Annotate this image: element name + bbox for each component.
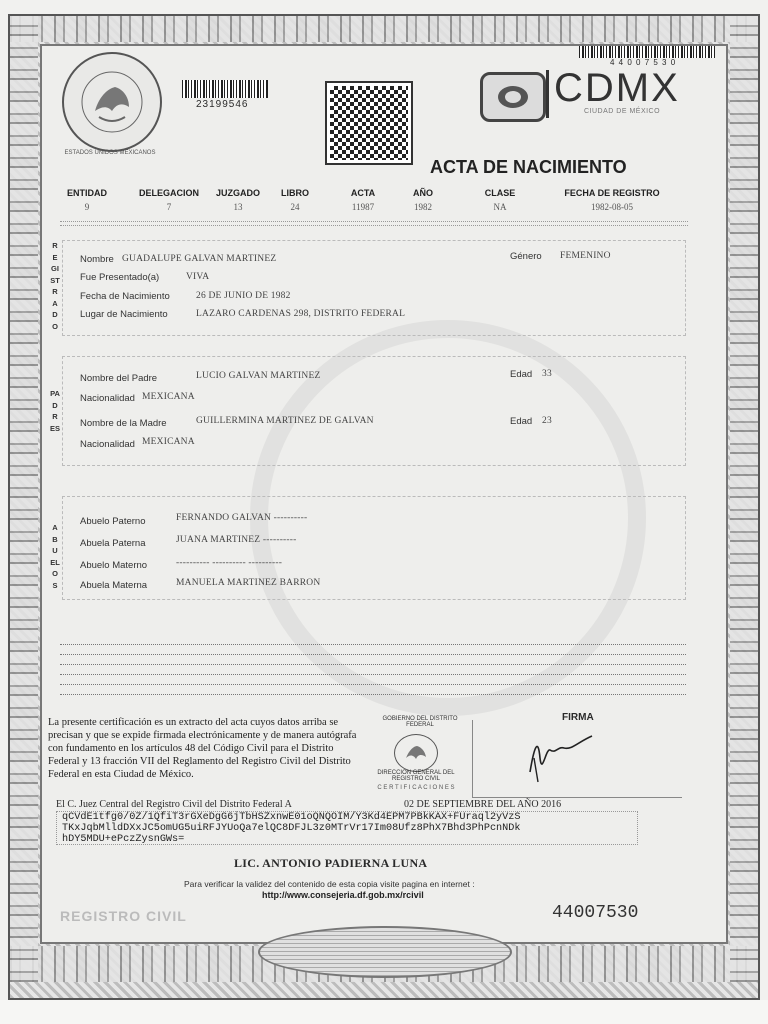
registry-col-value: 11987 (351, 202, 375, 212)
padre-nacionalidad-value: MEXICANA (142, 392, 195, 402)
registry-col-value: 1982-08-05 (591, 202, 633, 212)
abuela-materna-label: Abuela Materna (80, 580, 148, 591)
annotation-line (60, 674, 686, 675)
microtext-line (60, 221, 688, 226)
padre-edad-label: Edad (510, 369, 533, 380)
cdmx-emblem (480, 72, 546, 122)
direccion-label: DIRECCION GENERAL DEL REGISTRO CIVIL (377, 770, 455, 782)
registry-col-anio (398, 188, 448, 212)
registry-header-row (58, 188, 688, 218)
registry-col-label: AÑO (413, 188, 433, 198)
registry-col-fecha (552, 188, 672, 212)
gov-seal (394, 734, 438, 772)
registry-col-acta (334, 188, 392, 212)
registry-col-label: JUZGADO (215, 188, 260, 198)
national-seal (62, 52, 162, 152)
abuelo-paterno-value: FERNANDO GALVAN ---------- (176, 513, 308, 523)
registry-col-value: NA (493, 202, 507, 212)
presentado-label: Fue Presentado(a) (80, 272, 160, 283)
registry-col-label: FECHA DE REGISTRO (564, 188, 660, 198)
qr-code (327, 83, 411, 163)
padre-edad-value: 33 (542, 369, 552, 379)
abuela-paterna-value: JUANA MARTINEZ ---------- (176, 535, 297, 545)
madre-value: GUILLERMINA MARTINEZ DE GALVAN (196, 416, 374, 426)
madre-nacionalidad-label: Nacionalidad (80, 439, 135, 450)
registry-col-libro (272, 188, 318, 212)
genero-value: FEMENINO (560, 251, 611, 261)
barcode-number: 23199546 (196, 99, 249, 110)
abuela-materna-value: MANUELA MARTINEZ BARRON (176, 578, 321, 588)
fecha-nacimiento-value: 26 DE JUNIO DE 1982 (196, 291, 291, 301)
registry-col-label: ACTA (350, 188, 376, 198)
gobierno-label: GOBIERNO DEL DISTRITO FEDERAL (382, 716, 458, 728)
page-bottom-margin (0, 1000, 768, 1024)
border-pattern-left (10, 16, 38, 982)
folio-number: 44007530 (552, 903, 639, 923)
registry-col-label: LIBRO (281, 188, 309, 198)
registry-col-juzgado (210, 188, 266, 212)
verificar-text: Para verificar la validez del contenido de esta copia visite pagina en internet : (184, 879, 475, 889)
registry-col-label: CLASE (484, 188, 516, 198)
fecha-expedicion: 02 DE SEPTIEMBRE DEL AÑO 2016 (404, 799, 562, 810)
annotations-area (60, 638, 686, 702)
genero-label: Género (510, 251, 542, 262)
registro-civil-footer: REGISTRO CIVIL (60, 908, 187, 924)
cdmx-logo: CDMX (554, 66, 680, 110)
annotation-line (60, 644, 686, 645)
madre-edad-value: 23 (542, 416, 552, 426)
madre-nacionalidad-value: MEXICANA (142, 437, 195, 447)
certificaciones-label: C E R T I F I C A C I O N E S (377, 785, 455, 791)
annotation-line (60, 694, 686, 695)
certification-text: La presente certificación es un extracto del acta cuyos datos arriba se precisan y que se expide firmada electrónicamente y de manera autógrafa con fundamento en los artículos 48 del Código Civil para el Distrito Federal y 13 fracción VII del Reglamento del Registro Civil del Distrito Federal en esta Ciudad de México. (48, 717, 357, 780)
padre-nacionalidad-label: Nacionalidad (80, 393, 135, 404)
registry-col-label: ENTIDAD (67, 188, 107, 198)
page-title: ACTA DE NACIMIENTO (430, 157, 627, 177)
juez-text: El C. Juez Central del Registro Civil del Distrito Federal A (56, 799, 292, 810)
cdmx-subtitle: CIUDAD DE MÉXICO (584, 108, 661, 115)
padre-label: Nombre del Padre (80, 373, 158, 384)
cadena-digital-line: hDY5MDU+ePczZysnGWs= (62, 834, 185, 845)
cdmx-emblem-icon (496, 84, 530, 110)
seal-caption: ESTADOS UNIDOS MEXICANOS (64, 150, 156, 156)
abuelo-materno-value: ---------- ---------- ---------- (176, 558, 283, 568)
border-pattern-right (730, 16, 758, 982)
eagle-icon (77, 67, 147, 137)
top-right-barcode (579, 46, 715, 58)
verificar-url[interactable]: http://www.consejeria.df.gob.mx/rcivil (262, 890, 424, 900)
padre-value: LUCIO GALVAN MARTINEZ (196, 371, 321, 381)
signature (520, 728, 610, 786)
bottom-medallion (258, 926, 512, 978)
cadena-digital-line: qCVdE1tfg0/0Z/1QfiT3rGXeDgG6jTbHSZxnwE01oQNQOIM/Y3Kd4EPM7PBkKAX+FUraql2yVzS (62, 812, 521, 823)
top-right-barcode-number: 4 4 0 0 7 5 3 0 (610, 58, 677, 67)
annotation-line (60, 684, 686, 685)
nombre-value: GUADALUPE GALVAN MARTINEZ (122, 254, 277, 264)
cdmx-divider (546, 70, 549, 118)
madre-edad-label: Edad (510, 416, 533, 427)
section-abuelos (62, 496, 686, 600)
side-label-registrado: REGISTRADO (50, 241, 60, 331)
registry-col-value: 13 (233, 202, 243, 212)
barcode (182, 80, 268, 98)
side-label-padres: PADRES (50, 389, 61, 433)
lugar-nacimiento-label: Lugar de Nacimiento (80, 309, 168, 320)
abuela-paterna-label: Abuela Paterna (80, 538, 146, 549)
cadena-digital-line: TKxJqbMlldDXxJC5omUG5uiRFJYUoQa7elQC8DFJL3z0MTrVr17Im08Ufz8PhX7Bhd3PhPcnNDk (62, 823, 521, 834)
lugar-nacimiento-value: LAZARO CARDENAS 298, DISTRITO FEDERAL (196, 309, 406, 319)
nombre-label: Nombre (80, 254, 114, 265)
eagle-icon (403, 742, 429, 764)
registry-col-label: DELEGACION (138, 188, 199, 198)
fecha-nacimiento-label: Fecha de Nacimiento (80, 291, 170, 302)
registry-col-value: 9 (84, 202, 90, 212)
firma-label: FIRMA (562, 712, 594, 723)
abuelo-paterno-label: Abuelo Paterno (80, 516, 146, 527)
madre-label: Nombre de la Madre (80, 418, 167, 429)
annotation-line (60, 664, 686, 665)
nombre-juez: LIC. ANTONIO PADIERNA LUNA (234, 856, 428, 870)
registry-col-value: 24 (290, 202, 300, 212)
registry-col-clase (464, 188, 536, 212)
registry-col-delegacion (132, 188, 206, 212)
registry-col-value: 1982 (414, 202, 432, 212)
abuelo-materno-label: Abuelo Materno (80, 560, 148, 571)
registry-col-value: 7 (166, 202, 172, 212)
border-pattern-top (10, 16, 758, 42)
side-label-abuelos: ABUELOS (50, 523, 60, 590)
presentado-value: VIVA (186, 272, 210, 282)
registry-col-entidad (58, 188, 116, 212)
annotation-line (60, 654, 686, 655)
